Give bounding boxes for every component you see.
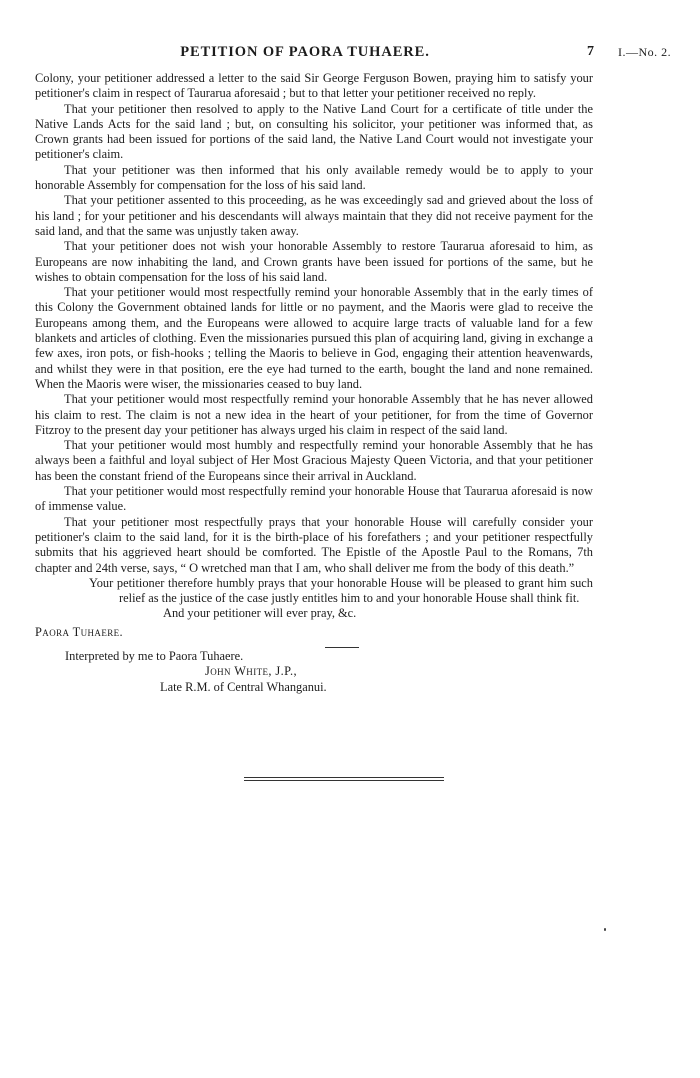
paragraph-claim-history: That your petitioner would most respectfully remind your honorable Assembly that he has never allowed his claim to rest. The claim is not a new idea in the heart of your petitioner, for from the time of Governor Fitzroy to the present day your petitioner has always urged his claim in respect of the said land. [35,392,593,437]
page-number: 7 [587,44,594,59]
interpretation-statement: Interpreted by me to Paora Tuhaere. [65,648,244,663]
prayer-paragraph: Your petitioner therefore humbly prays that your honorable House will be pleased to grant him such relief as the justice of the case justly entitles him to and your honorable House shall think fit. [89,575,593,606]
document-title: PETITION OF PAORA TUHAERE. [180,44,430,60]
paragraph-remedy: That your petitioner was then informed that his only available remedy would be to apply to your honorable Assembly for compensation for the loss of his said land. [35,162,593,193]
petition-body [35,71,593,695]
paragraph-early-times: That your petitioner would most respectfully remind your honorable Assembly that in the early times of this Colony the Government obtained lands for little or no payment, and the Maoris were glad to receive the Europeans among them, and the Europeans were allowed to acquire large tracts of valuable land for a few blankets and articles of clothing. Even the missionaries pursued this plan of acquiring land, giving in exchange a few axes, iron pots, or fish-hooks ; telling the Maoris to believe in God, engaging their attention heavenwards, and whilst they were in that position, ere the eye had turned to the earth, bought the land and none remained. When the Maoris were wiser, the missionaries ceased to buy land. [35,285,593,391]
document-reference: I.—No. 2. [618,45,672,59]
paragraph-assent: That your petitioner assented to this proceeding, as he was exceedingly sad and grieved about the loss of his land ; for your petitioner and his descendants will always maintain that they did not receive payment for the said land, and that the same was unjustly taken away. [35,193,593,238]
signature-divider [325,647,359,648]
paragraph-loyalty: That your petitioner would most humbly and respectfully remind your honorable Assembly that he has always been a faithful and loyal subject of Her Most Gracious Majesty Queen Victoria, and that your petitioner has been the constant friend of the Europeans since their arrival in Auckland. [35,438,593,483]
paragraph-prays: That your petitioner most respectfully prays that your honorable House will carefully consider your petitioner's claim to the said land, for it is the birth-place of his forefathers ; and your petitioner respectfully submits that his aggrieved heart should be comforted. The Epistle of the Apostle Paul to the Romans, 7th chapter and 24th verse, says, “ O wretched man that I am, who shall deliver me from the body of this death.” [35,514,593,575]
paragraph-land-court: That your petitioner then resolved to apply to the Native Land Court for a certificate of title under the Native Lands Acts for the said land ; but, on consulting his solicitor, your petitioner was informed that, as Crown grants had been issued for portions of the said land, the Native Land Court would not investigate your petitioner's claim. [35,101,593,162]
page-header [0,44,700,64]
print-speck [604,928,606,931]
closing-line: And your petitioner will ever pray, &c. [163,606,357,621]
petitioner-signature: Paora Tuhaere. [35,624,124,639]
interpreter-office: Late R.M. of Central Whanganui. [160,679,327,694]
paragraph-value: That your petitioner would most respectfully remind your honorable House that Taurarua aforesaid is now of immense value. [35,484,593,514]
end-of-document-rule [244,777,444,781]
interpreter-name: John White, J.P., [205,664,298,679]
paragraph-continuation: Colony, your petitioner addressed a letter to the said Sir George Ferguson Bowen, praying him to satisfy your petitioner's claim in respect of Taurarua aforesaid ; but to that letter your petitioner received no reply. [35,71,593,101]
paragraph-compensation: That your petitioner does not wish your honorable Assembly to restore Taurarua aforesaid to him, as Europeans are now inhabiting the land, and Crown grants have been issued for portions of the same, but he wishes to obtain compensation for the loss of his said land. [35,239,593,284]
